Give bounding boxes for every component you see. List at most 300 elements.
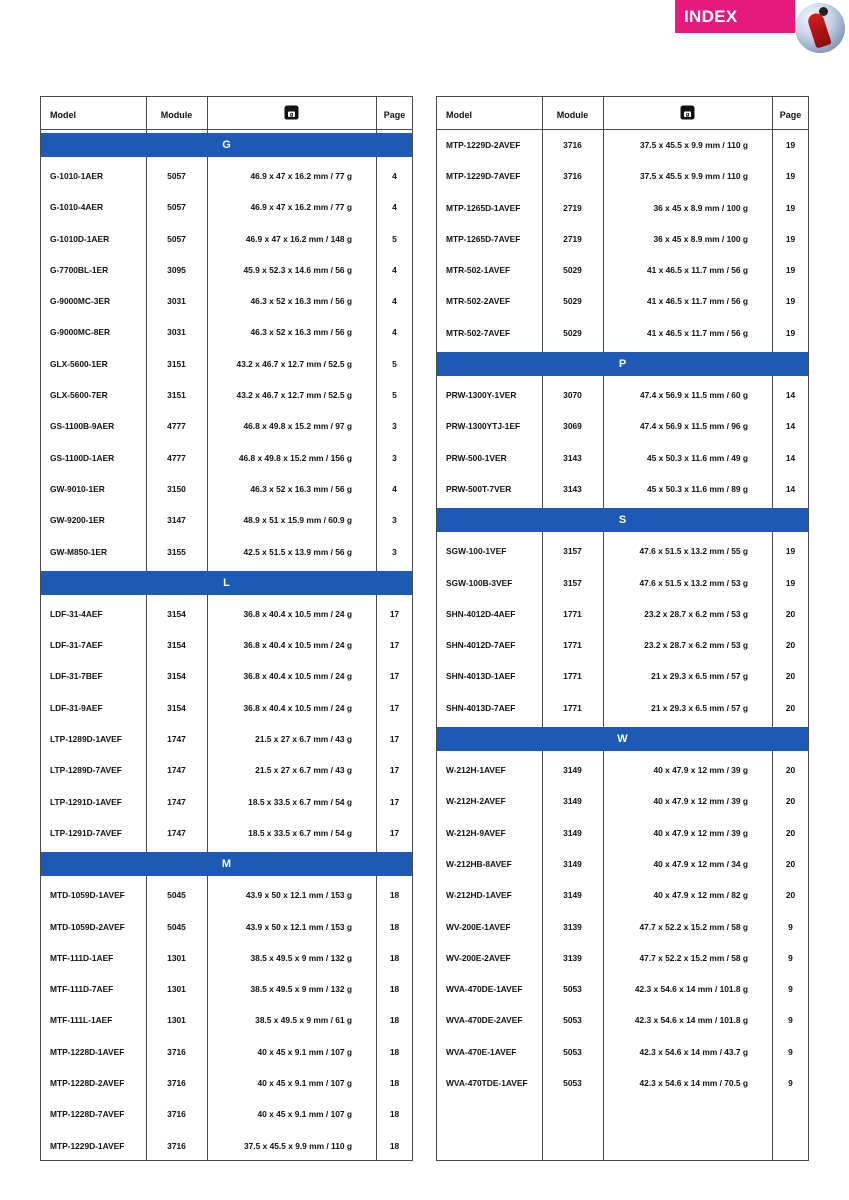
page-cell: 4: [392, 296, 397, 307]
dimensions-cell: 40 x 45 x 9.1 mm / 107 g: [257, 1046, 352, 1057]
module-cell: 3139: [563, 921, 582, 932]
module-cell: 3031: [167, 296, 186, 307]
model-cell: PRW-500-1VER: [446, 452, 507, 463]
module-cell: 1747: [167, 765, 186, 776]
table-row: [437, 474, 808, 505]
module-cell: 3151: [167, 358, 186, 369]
brand-logo: [795, 3, 845, 53]
model-cell: MTR-502-1AVEF: [446, 265, 511, 276]
model-cell: MTP-1228D-2AVEF: [50, 1078, 125, 1089]
module-cell: 5057: [167, 171, 186, 181]
svg-text:g: g: [685, 112, 690, 119]
page-cell: 18: [389, 1140, 400, 1151]
dimensions-cell: 36.8 x 40.4 x 10.5 mm / 24 g: [243, 702, 352, 713]
dimensions-cell: 47.6 x 51.5 x 13.2 mm / 53 g: [639, 577, 748, 588]
table-row: [437, 849, 808, 880]
module-cell: 5029: [563, 296, 582, 307]
module-cell: 3716: [563, 171, 582, 182]
page-cell: 20: [785, 796, 796, 807]
table-row: [41, 537, 412, 568]
table-row: [41, 380, 412, 411]
table-row: [437, 786, 808, 817]
module-cell: 1301: [167, 984, 186, 995]
section-header: P: [437, 352, 808, 376]
dimensions-cell: 43.9 x 50 x 12.1 mm / 153 g: [245, 890, 352, 901]
page-cell: 4: [392, 202, 397, 213]
page-cell: 17: [389, 827, 400, 838]
model-cell: G-1010-1AER: [50, 171, 104, 181]
model-cell: MTP-1229D-7AVEF: [446, 171, 521, 182]
page-cell: 14: [785, 452, 796, 463]
module-cell: 1301: [167, 1015, 186, 1026]
table-row: [437, 974, 808, 1005]
module-cell: 3149: [563, 827, 582, 838]
page-cell: 5: [392, 233, 397, 244]
column-page: Page: [383, 110, 406, 120]
dimensions-cell: 38.5 x 49.5 x 9 mm / 132 g: [250, 984, 352, 995]
model-cell: PRW-1300YTJ-1EF: [446, 421, 521, 432]
index-label: INDEX: [684, 6, 738, 26]
dimensions-cell: 46.8 x 49.8 x 15.2 mm / 97 g: [243, 421, 352, 432]
model-cell: GW-9200-1ER: [50, 515, 105, 526]
table-row: [41, 630, 412, 661]
model-cell: PRW-1300Y-1VER: [446, 390, 517, 401]
dimensions-cell: 46.8 x 49.8 x 15.2 mm / 156 g: [238, 452, 352, 463]
table-row: [437, 599, 808, 630]
module-cell: 5057: [167, 202, 186, 213]
page-cell: 17: [389, 671, 400, 682]
table-header: [41, 97, 412, 130]
dimensions-cell: 47.4 x 56.9 x 11.5 mm / 96 g: [639, 421, 748, 432]
page-cell: 3: [392, 546, 397, 557]
table-row: [437, 443, 808, 474]
page-cell: 19: [785, 546, 796, 557]
model-cell: MTD-1059D-1AVEF: [50, 890, 125, 901]
model-cell: W-212H-2AVEF: [446, 796, 506, 807]
table-row: [41, 1131, 412, 1162]
dimensions-cell: 21.5 x 27 x 6.7 mm / 43 g: [255, 765, 352, 776]
table-row: [41, 724, 412, 755]
dimensions-cell: 43.2 x 46.7 x 12.7 mm / 52.5 g: [236, 390, 352, 401]
model-cell: MTP-1228D-1AVEF: [50, 1046, 125, 1057]
dimensions-cell: 21 x 29.3 x 6.5 mm / 57 g: [651, 702, 748, 713]
table-row: [437, 411, 808, 442]
model-cell: W-212H-1AVEF: [446, 765, 506, 776]
module-cell: 1771: [563, 671, 582, 682]
table-row: [437, 818, 808, 849]
page-cell: 19: [785, 202, 796, 213]
dimensions-cell: 18.5 x 33.5 x 6.7 mm / 54 g: [248, 796, 352, 807]
table-row: [437, 1037, 808, 1068]
module-cell: 5029: [563, 265, 582, 276]
page-cell: 3: [392, 515, 397, 526]
table-row: [437, 536, 808, 567]
page-cell: 17: [389, 734, 400, 745]
module-cell: 3069: [563, 421, 582, 432]
page-cell: 5: [392, 390, 397, 401]
module-cell: 4777: [167, 421, 186, 432]
page-cell: 18: [389, 1109, 400, 1120]
module-cell: 3070: [563, 390, 582, 401]
module-cell: 5053: [563, 984, 582, 995]
page-cell: 17: [389, 702, 400, 713]
module-cell: 1301: [167, 952, 186, 963]
table-row: [41, 693, 412, 724]
dimensions-cell: 40 x 47.9 x 12 mm / 82 g: [653, 890, 748, 901]
dimensions-cell: 40 x 47.9 x 12 mm / 39 g: [653, 827, 748, 838]
dimensions-cell: 43.2 x 46.7 x 12.7 mm / 52.5 g: [236, 358, 352, 369]
table-row: [437, 755, 808, 786]
page-cell: 14: [785, 483, 796, 494]
module-cell: 1747: [167, 796, 186, 807]
module-cell: 5053: [563, 1015, 582, 1026]
module-cell: 3716: [167, 1046, 186, 1057]
model-cell: SGW-100-1VEF: [446, 546, 507, 557]
module-cell: 3147: [167, 515, 186, 526]
dimensions-cell: 43.9 x 50 x 12.1 mm / 153 g: [245, 921, 352, 932]
module-cell: 3157: [563, 546, 582, 557]
module-cell: 3143: [563, 452, 582, 463]
dimensions-cell: 46.3 x 52 x 16.3 mm / 56 g: [250, 327, 352, 338]
dimensions-cell: 36.8 x 40.4 x 10.5 mm / 24 g: [243, 640, 352, 651]
model-cell: SGW-100B-3VEF: [446, 577, 513, 588]
page-cell: 9: [788, 1046, 793, 1057]
module-cell: 5057: [167, 233, 186, 244]
page-cell: 19: [785, 327, 796, 338]
column-module: Module: [556, 110, 589, 120]
model-cell: GW-9010-1ER: [50, 483, 105, 494]
table-row: [437, 286, 808, 317]
module-cell: 3149: [563, 796, 582, 807]
dimensions-cell: 45.9 x 52.3 x 14.6 mm / 56 g: [243, 264, 352, 275]
model-cell: W-212HB-8AVEF: [446, 858, 512, 869]
module-cell: 3149: [563, 890, 582, 901]
svg-text:g: g: [289, 112, 294, 119]
section-header: G: [41, 133, 412, 157]
dimensions-cell: 46.9 x 47 x 16.2 mm / 77 g: [250, 202, 352, 213]
table-row: [437, 161, 808, 192]
table-row: [437, 661, 808, 692]
model-cell: WVA-470DE-1AVEF: [446, 984, 523, 995]
table-row: [41, 443, 412, 474]
table-row: [41, 974, 412, 1005]
page-cell: 9: [788, 1015, 793, 1026]
dimensions-cell: 41 x 46.5 x 11.7 mm / 56 g: [646, 327, 748, 338]
page-cell: 19: [785, 265, 796, 276]
dimensions-cell: 37.5 x 45.5 x 9.9 mm / 110 g: [243, 1140, 352, 1151]
model-cell: GS-1100D-1AER: [50, 452, 115, 463]
module-cell: 2719: [563, 233, 582, 244]
model-cell: G-1010-4AER: [50, 202, 104, 213]
dimensions-cell: 47.6 x 51.5 x 13.2 mm / 55 g: [639, 546, 748, 557]
model-cell: MTP-1229D-2AVEF: [446, 140, 521, 150]
table-row: [437, 130, 808, 161]
dimensions-cell: 37.5 x 45.5 x 9.9 mm / 110 g: [639, 140, 748, 150]
page-cell: 18: [389, 952, 400, 963]
page-cell: 4: [392, 171, 397, 181]
table-row: [437, 318, 808, 349]
module-cell: 3151: [167, 390, 186, 401]
model-cell: LTP-1291D-7AVEF: [50, 827, 122, 838]
index-table-right: [436, 96, 809, 1161]
page-cell: 9: [788, 952, 793, 963]
module-cell: 4777: [167, 452, 186, 463]
dimensions-cell: 42.3 x 54.6 x 14 mm / 101.8 g: [634, 1015, 748, 1026]
model-cell: G-1010D-1AER: [50, 233, 110, 244]
dimensions-cell: 18.5 x 33.5 x 6.7 mm / 54 g: [248, 827, 352, 838]
model-cell: SHN-4012D-7AEF: [446, 640, 516, 651]
page-cell: 4: [392, 327, 397, 338]
module-cell: 3149: [563, 858, 582, 869]
dimensions-cell: 36.8 x 40.4 x 10.5 mm / 24 g: [243, 608, 352, 619]
dimensions-cell: 46.9 x 47 x 16.2 mm / 148 g: [245, 233, 352, 244]
dimensions-cell: 47.7 x 52.2 x 15.2 mm / 58 g: [639, 921, 748, 932]
table-body: [41, 133, 412, 1162]
page-cell: 18: [389, 890, 400, 901]
page-cell: 9: [788, 1078, 793, 1089]
module-cell: 3143: [563, 483, 582, 494]
dimensions-cell: 21.5 x 27 x 6.7 mm / 43 g: [255, 734, 352, 745]
module-cell: 3149: [563, 765, 582, 776]
table-row: [41, 599, 412, 630]
dimensions-cell: 23.2 x 28.7 x 6.2 mm / 53 g: [644, 608, 748, 619]
section-header: M: [41, 852, 412, 876]
table-row: [41, 317, 412, 348]
module-cell: 5053: [563, 1046, 582, 1057]
module-cell: 1771: [563, 608, 582, 619]
table-row: [41, 255, 412, 286]
table-row: [437, 693, 808, 724]
model-cell: GLX-5600-7ER: [50, 390, 108, 401]
module-cell: 1747: [167, 734, 186, 745]
table-row: [437, 943, 808, 974]
page-cell: 9: [788, 921, 793, 932]
dimensions-cell: 37.5 x 45.5 x 9.9 mm / 110 g: [639, 171, 748, 182]
page-cell: 5: [392, 358, 397, 369]
page-cell: 19: [785, 296, 796, 307]
model-cell: LTP-1289D-7AVEF: [50, 765, 122, 776]
model-cell: WVA-470DE-2AVEF: [446, 1015, 523, 1026]
dimensions-cell: 45 x 50.3 x 11.6 mm / 49 g: [646, 452, 748, 463]
model-cell: WV-200E-1AVEF: [446, 921, 511, 932]
page-cell: 18: [389, 1046, 400, 1057]
dimensions-cell: 21 x 29.3 x 6.5 mm / 57 g: [651, 671, 748, 682]
page-cell: 20: [785, 827, 796, 838]
module-cell: 3095: [167, 264, 186, 275]
model-cell: MTF-111D-1AEF: [50, 952, 114, 963]
section-header: W: [437, 727, 808, 751]
dimensions-cell: 36.8 x 40.4 x 10.5 mm / 24 g: [243, 671, 352, 682]
model-cell: MTP-1228D-7AVEF: [50, 1109, 125, 1120]
model-cell: LDF-31-7AEF: [50, 640, 103, 651]
dimensions-cell: 36 x 45 x 8.9 mm / 100 g: [653, 202, 748, 213]
model-cell: W-212HD-1AVEF: [446, 890, 512, 901]
page-cell: 19: [785, 140, 796, 150]
model-cell: LDF-31-7BEF: [50, 671, 103, 682]
module-cell: 3716: [167, 1109, 186, 1120]
table-row: [41, 286, 412, 317]
module-cell: 5053: [563, 1078, 582, 1089]
module-cell: 3716: [167, 1078, 186, 1089]
model-cell: MTP-1229D-1AVEF: [50, 1140, 125, 1151]
model-cell: WV-200E-2AVEF: [446, 952, 511, 963]
page-cell: 18: [389, 1078, 400, 1089]
module-cell: 3716: [563, 140, 582, 150]
table-row: [41, 755, 412, 786]
model-cell: G-9000MC-3ER: [50, 296, 111, 307]
module-cell: 5029: [563, 327, 582, 338]
table-row: [437, 193, 808, 224]
page-cell: 20: [785, 890, 796, 901]
page-cell: 20: [785, 608, 796, 619]
module-cell: 3154: [167, 671, 186, 682]
page-cell: 9: [788, 984, 793, 995]
table-row: [437, 1005, 808, 1036]
module-cell: 5045: [167, 890, 186, 901]
dimensions-cell: 23.2 x 28.7 x 6.2 mm / 53 g: [644, 640, 748, 651]
page-cell: 3: [392, 421, 397, 432]
table-row: [437, 1068, 808, 1099]
page-cell: 17: [389, 796, 400, 807]
table-body: [437, 130, 808, 1099]
page-cell: 20: [785, 671, 796, 682]
page-cell: 4: [392, 483, 397, 494]
table-row: [41, 505, 412, 536]
model-cell: MTR-502-7AVEF: [446, 327, 511, 338]
page-cell: 20: [785, 640, 796, 651]
table-row: [41, 1099, 412, 1130]
table-row: [41, 1068, 412, 1099]
page-cell: 14: [785, 421, 796, 432]
dimensions-cell: 40 x 45 x 9.1 mm / 107 g: [257, 1078, 352, 1089]
table-row: [41, 943, 412, 974]
module-cell: 3154: [167, 608, 186, 619]
model-cell: MTP-1265D-7AVEF: [446, 233, 521, 244]
module-cell: 2719: [563, 202, 582, 213]
dimensions-cell: 42.3 x 54.6 x 14 mm / 43.7 g: [639, 1046, 748, 1057]
model-cell: W-212H-9AVEF: [446, 827, 506, 838]
model-cell: SHN-4013D-1AEF: [446, 671, 516, 682]
module-cell: 3154: [167, 702, 186, 713]
dimensions-cell: 47.7 x 52.2 x 15.2 mm / 58 g: [639, 952, 748, 963]
table-row: [437, 224, 808, 255]
dimensions-cell: 40 x 47.9 x 12 mm / 34 g: [653, 858, 748, 869]
table-row: [41, 661, 412, 692]
dimensions-cell: 46.9 x 47 x 16.2 mm / 77 g: [250, 171, 352, 181]
dimensions-cell: 41 x 46.5 x 11.7 mm / 56 g: [646, 296, 748, 307]
module-cell: 3139: [563, 952, 582, 963]
module-cell: 3154: [167, 640, 186, 651]
page-cell: 20: [785, 765, 796, 776]
table-row: [41, 880, 412, 911]
page-cell: 14: [785, 390, 796, 401]
table-row: [437, 380, 808, 411]
dimensions-cell: 46.3 x 52 x 16.3 mm / 56 g: [250, 296, 352, 307]
module-cell: 3155: [167, 546, 186, 557]
module-cell: 1771: [563, 702, 582, 713]
column-model: Model: [446, 110, 472, 120]
dimensions-cell: 40 x 45 x 9.1 mm / 107 g: [257, 1109, 352, 1120]
index-table-left: [40, 96, 413, 1161]
page-cell: 19: [785, 171, 796, 182]
column-model: Model: [50, 110, 76, 120]
table-row: [437, 255, 808, 286]
table-row: [41, 912, 412, 943]
table-row: [41, 411, 412, 442]
page-cell: 18: [389, 1015, 400, 1026]
model-cell: MTF-111D-7AEF: [50, 984, 114, 995]
model-cell: GW-M850-1ER: [50, 546, 108, 557]
model-cell: LTP-1289D-1AVEF: [50, 734, 122, 745]
dimensions-cell: 45 x 50.3 x 11.6 mm / 89 g: [646, 483, 748, 494]
table-row: [437, 568, 808, 599]
model-cell: WVA-470E-1AVEF: [446, 1046, 517, 1057]
model-cell: GS-1100B-9AER: [50, 421, 115, 432]
dimensions-cell: 41 x 46.5 x 11.7 mm / 56 g: [646, 265, 748, 276]
section-header: S: [437, 508, 808, 532]
module-cell: 1747: [167, 827, 186, 838]
table-row: [41, 474, 412, 505]
page-cell: 17: [389, 640, 400, 651]
index-tab: [675, 0, 795, 33]
table-header: [437, 97, 808, 130]
dimensions-cell: 42.3 x 54.6 x 14 mm / 70.5 g: [639, 1078, 748, 1089]
dimensions-cell: 38.5 x 49.5 x 9 mm / 61 g: [255, 1015, 352, 1026]
model-cell: MTD-1059D-2AVEF: [50, 921, 125, 932]
dimensions-cell: 42.5 x 51.5 x 13.9 mm / 56 g: [243, 546, 352, 557]
table-row: [41, 1037, 412, 1068]
module-cell: 3157: [563, 577, 582, 588]
dimensions-cell: 40 x 47.9 x 12 mm / 39 g: [653, 765, 748, 776]
page-cell: 20: [785, 702, 796, 713]
page-cell: 4: [392, 264, 397, 275]
module-cell: 3716: [167, 1140, 186, 1151]
page-cell: 17: [389, 608, 400, 619]
module-cell: 1771: [563, 640, 582, 651]
section-header: L: [41, 571, 412, 595]
module-cell: 3031: [167, 327, 186, 338]
model-cell: LTP-1291D-1AVEF: [50, 796, 122, 807]
dimensions-cell: 38.5 x 49.5 x 9 mm / 132 g: [250, 952, 352, 963]
model-cell: PRW-500T-7VER: [446, 483, 512, 494]
table-row: [437, 880, 808, 911]
table-row: [41, 192, 412, 223]
page-cell: 3: [392, 452, 397, 463]
page-cell: 19: [785, 233, 796, 244]
module-cell: 3150: [167, 483, 186, 494]
model-cell: G-9000MC-8ER: [50, 327, 111, 338]
table-row: [41, 1005, 412, 1036]
dimensions-cell: 42.3 x 54.6 x 14 mm / 101.8 g: [634, 984, 748, 995]
model-cell: MTP-1265D-1AVEF: [446, 202, 521, 213]
table-row: [41, 224, 412, 255]
table-row: [437, 912, 808, 943]
dimensions-cell: 47.4 x 56.9 x 11.5 mm / 60 g: [639, 390, 748, 401]
dimensions-cell: 48.9 x 51 x 15.9 mm / 60.9 g: [243, 515, 352, 526]
table-row: [41, 349, 412, 380]
table-row: [41, 818, 412, 849]
model-cell: G-7700BL-1ER: [50, 264, 109, 275]
model-cell: SHN-4013D-7AEF: [446, 702, 516, 713]
model-cell: SHN-4012D-4AEF: [446, 608, 516, 619]
table-row: [41, 787, 412, 818]
page-cell: 18: [389, 984, 400, 995]
table-row: [41, 161, 412, 192]
model-cell: WVA-470TDE-1AVEF: [446, 1078, 528, 1089]
model-cell: LDF-31-9AEF: [50, 702, 103, 713]
page-cell: 20: [785, 858, 796, 869]
dimensions-cell: 36 x 45 x 8.9 mm / 100 g: [653, 233, 748, 244]
